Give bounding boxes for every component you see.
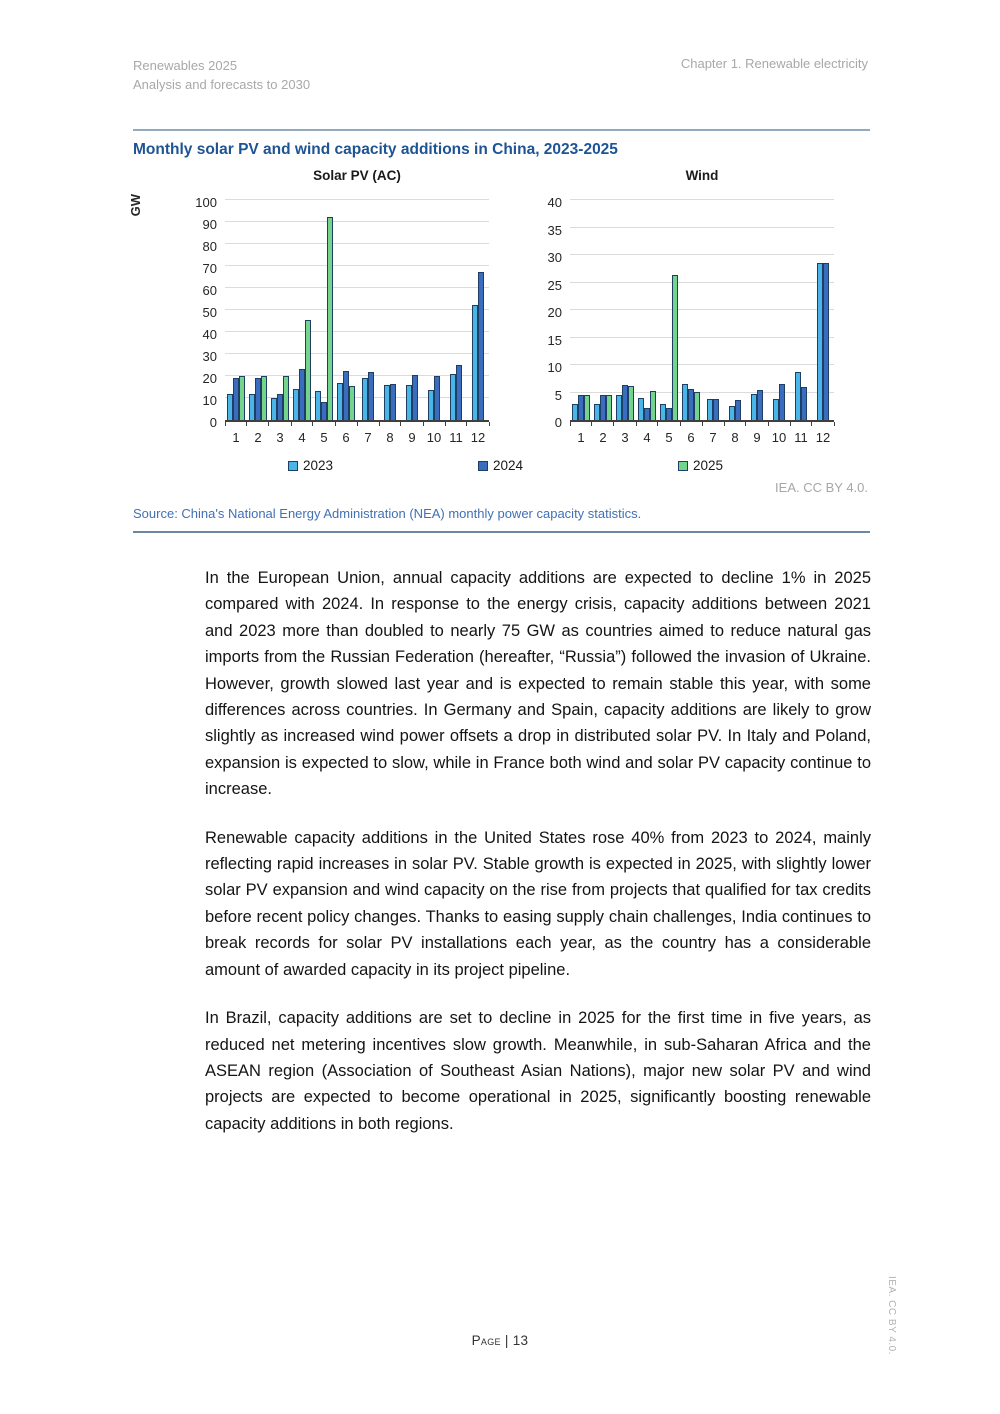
bar-group-month-1: [570, 202, 592, 420]
y-axis-tick-label: 20: [202, 371, 217, 386]
bar-group-month-4: [636, 202, 658, 420]
legend-swatch-icon: [478, 461, 488, 471]
bar-2025-month-5: [327, 217, 333, 421]
page-number: Page | 13: [471, 1333, 529, 1348]
y-axis-unit-label: GW: [128, 194, 143, 217]
bar-2025-month-3: [628, 386, 634, 420]
y-axis-tick-label: 15: [547, 332, 562, 348]
x-axis-tick-label: 2: [254, 430, 262, 445]
x-axis-tick: [570, 422, 571, 426]
bar-group-month-2: [592, 202, 614, 420]
x-axis-tick: [636, 422, 637, 426]
legend-swatch-icon: [288, 461, 298, 471]
x-axis-tick-label: 7: [709, 430, 717, 445]
x-axis-tick-label: 1: [577, 430, 585, 445]
y-axis-tick-label: 50: [202, 305, 217, 320]
x-axis-tick: [335, 422, 336, 426]
x-axis-tick: [790, 422, 791, 426]
source-note: Source: China's National Energy Administration (NEA) monthly power capacity statistics.: [133, 506, 642, 521]
x-axis-tick: [357, 422, 358, 426]
x-axis-tick-label: 12: [470, 430, 486, 445]
bar-2024-month-10: [434, 376, 440, 420]
x-axis-tick-label: 10: [771, 430, 787, 445]
bar-group-month-10: [768, 202, 790, 420]
x-axis-tick-label: 11: [794, 430, 808, 445]
bar-2024-month-9: [412, 375, 418, 420]
bar-2024-month-12: [823, 263, 829, 420]
bar-2024-month-11: [801, 387, 807, 420]
y-axis-tick-label: 40: [547, 195, 562, 210]
y-axis-tick-label: 30: [202, 349, 217, 364]
bar-group-month-10: [423, 202, 445, 420]
bar-group-month-4: [291, 202, 313, 420]
bar-group-month-1: [225, 202, 247, 420]
x-axis-tick: [702, 422, 703, 426]
bar-group-month-11: [445, 202, 467, 420]
x-axis-tick: [591, 422, 592, 426]
x-axis-tick-label: 3: [276, 430, 284, 445]
x-axis-tick: [613, 422, 614, 426]
bar-group-month-8: [379, 202, 401, 420]
x-axis-tick-label: 10: [426, 430, 442, 445]
solar-pv-chart: [175, 168, 489, 445]
x-axis-tick-label: 5: [320, 430, 328, 445]
bar-group-month-2: [247, 202, 269, 420]
bar-group-month-11: [790, 202, 812, 420]
wind-plot-area: [570, 202, 834, 422]
solar-y-axis: [175, 195, 225, 430]
bar-2025-month-4: [650, 391, 656, 420]
bar-group-month-6: [335, 202, 357, 420]
report-subtitle: Analysis and forecasts to 2030: [133, 77, 311, 92]
figure-divider: [133, 531, 870, 533]
y-axis-tick-label: 10: [547, 360, 562, 375]
solar-plot-area: [225, 202, 489, 422]
x-axis-tick-label: 8: [386, 430, 394, 445]
bar-2025-month-2: [606, 395, 612, 420]
x-axis-tick: [312, 422, 313, 426]
x-axis-tick: [268, 422, 269, 426]
paragraph-eu: In the European Union, annual capacity additions are expected to decline 1% in 2025 compared with 2024. In response to the energy crisis, capacity additions between 2021 and 2023 more than doubled to nearly 75 GW as countries aimed to reduce natural gas imports from the Russian Federation (hereafter, “Russia”) followed the invasion of Ukraine. However, growth slowed last year and is expected to remain stable this year, with some differences across countries. In Germany and Spain, capacity additions are likely to grow slightly as increased wind power offsets a drop in distributed solar PV. In Italy and Poland, expansion is expected to slow, while in France both wind and solar PV capacity continue to increase.: [205, 569, 871, 799]
x-axis-tick-label: 2: [599, 430, 607, 445]
x-axis-tick-label: 5: [665, 430, 673, 445]
wind-chart: [520, 168, 834, 445]
side-attribution: IEA. CC BY 4.0.: [886, 1276, 897, 1356]
y-axis-tick-label: 40: [202, 327, 217, 342]
y-axis-tick-label: 35: [547, 222, 562, 238]
legend-label: 2023: [303, 458, 334, 473]
bar-2025-month-6: [694, 392, 700, 420]
x-axis-tick: [745, 422, 746, 426]
bar-2024-month-11: [456, 365, 462, 420]
bar-2024-month-7: [713, 399, 719, 420]
y-axis-tick-label: 20: [547, 305, 562, 320]
y-axis-tick-label: 30: [547, 250, 562, 265]
wind-chart-title: Wind: [685, 168, 719, 183]
x-axis-tick: [379, 422, 380, 426]
y-axis-tick-label: 25: [547, 277, 562, 293]
x-axis-tick: [291, 422, 292, 426]
bar-2024-month-8: [390, 384, 396, 420]
x-axis-tick: [466, 422, 467, 426]
legend-label: 2024: [493, 458, 524, 473]
x-axis-tick: [680, 422, 681, 426]
x-axis-tick: [400, 422, 401, 426]
x-axis-tick-label: 1: [232, 430, 240, 445]
x-axis-tick-label: 6: [687, 430, 695, 445]
x-axis-tick: [423, 422, 424, 426]
x-axis-tick-label: 7: [364, 430, 372, 445]
bar-group-month-5: [658, 202, 680, 420]
x-axis-tick: [724, 422, 725, 426]
bar-group-month-3: [269, 202, 291, 420]
x-axis-tick-label: 4: [643, 430, 651, 445]
x-axis-tick-label: 11: [449, 430, 463, 445]
y-axis-tick-label: 90: [202, 217, 217, 232]
bar-2025-month-2: [261, 376, 267, 420]
bars-layer: [225, 202, 489, 420]
y-axis-tick-label: 80: [202, 239, 217, 254]
bar-2024-month-8: [735, 400, 741, 420]
bars-layer: [570, 202, 834, 420]
gridline: [570, 199, 834, 200]
bar-group-month-12: [467, 202, 489, 420]
x-axis-tick: [657, 422, 658, 426]
y-axis-tick-label: 0: [209, 415, 217, 430]
legend-item-2024: [478, 458, 523, 473]
bar-group-month-5: [313, 202, 335, 420]
bar-2025-month-5: [672, 275, 678, 420]
x-axis-tick: [768, 422, 769, 426]
legend-swatch-icon: [678, 461, 688, 471]
solar-x-axis: [225, 430, 489, 445]
bar-2024-month-10: [779, 384, 785, 420]
x-axis-tick-label: 9: [408, 430, 416, 445]
x-axis-tick-label: 8: [731, 430, 739, 445]
bar-2024-month-7: [368, 372, 374, 420]
bar-group-month-8: [724, 202, 746, 420]
bar-2025-month-4: [305, 320, 311, 420]
x-axis-tick: [225, 422, 226, 426]
solar-chart-title: Solar PV (AC): [313, 168, 401, 183]
legend-item-2023: [288, 458, 333, 473]
x-axis-tick: [811, 422, 812, 426]
chart-legend: [133, 458, 868, 478]
x-axis-tick: [489, 422, 490, 426]
bar-2025-month-1: [584, 395, 590, 420]
report-title: Renewables 2025: [133, 58, 238, 73]
bar-2025-month-6: [349, 386, 355, 420]
y-axis-tick-label: 70: [202, 261, 217, 276]
x-axis-tick-label: 4: [298, 430, 306, 445]
bar-group-month-7: [357, 202, 379, 420]
bar-group-month-9: [401, 202, 423, 420]
bar-group-month-6: [680, 202, 702, 420]
paragraph-us-india: Renewable capacity additions in the United States rose 40% from 2023 to 2024, mainly reflecting rapid increases in solar PV. Stable growth is expected in 2025, with slightly lower solar PV expansion and wind capacity on the rise from projects that qualified for tax credits before recent policy changes. Thanks to easing supply chain challenges, India continues to break records for solar PV installations each year, as the country has a considerable amount of awarded capacity in its project pipeline.: [205, 828, 871, 979]
y-axis-tick-label: 0: [554, 415, 562, 430]
legend-item-2025: [678, 458, 723, 473]
wind-y-axis: [520, 195, 570, 430]
y-axis-tick-label: 100: [195, 195, 217, 210]
header-divider: [133, 129, 870, 131]
wind-x-axis: [570, 430, 834, 445]
bar-group-month-12: [812, 202, 834, 420]
chapter-header: Chapter 1. Renewable electricity: [680, 56, 868, 71]
gridline: [225, 199, 489, 200]
x-axis-tick-label: 9: [753, 430, 761, 445]
bar-2024-month-12: [478, 272, 484, 421]
x-axis-tick-label: 6: [342, 430, 350, 445]
figure-title: Monthly solar PV and wind capacity additions in China, 2023-2025: [133, 141, 618, 158]
iea-attribution: IEA. CC BY 4.0.: [775, 480, 868, 495]
bar-2024-month-9: [757, 390, 763, 420]
y-axis-tick-label: 10: [202, 393, 217, 408]
body-text: [205, 565, 871, 1159]
bar-group-month-9: [746, 202, 768, 420]
bar-group-month-3: [614, 202, 636, 420]
bar-group-month-7: [702, 202, 724, 420]
x-axis-tick-label: 3: [621, 430, 629, 445]
x-axis-tick: [445, 422, 446, 426]
y-axis-tick-label: 60: [202, 283, 217, 298]
y-axis-tick-label: 5: [554, 387, 562, 403]
bar-2025-month-3: [283, 376, 289, 420]
x-axis-tick: [246, 422, 247, 426]
x-axis-tick: [834, 422, 835, 426]
bar-2025-month-1: [239, 376, 245, 420]
x-axis-tick-label: 12: [815, 430, 831, 445]
legend-label: 2025: [693, 458, 724, 473]
paragraph-brazil: In Brazil, capacity additions are set to decline in 2025 for the first time in five years, as reduced net metering incentives slow growth. Meanwhile, in sub-Saharan Africa and the ASEAN region (Association of Southeast Asian Nations), major new solar PV and wind projects are expected to become operational in 2025, significantly boosting renewable capacity additions in both regions.: [205, 1009, 871, 1133]
